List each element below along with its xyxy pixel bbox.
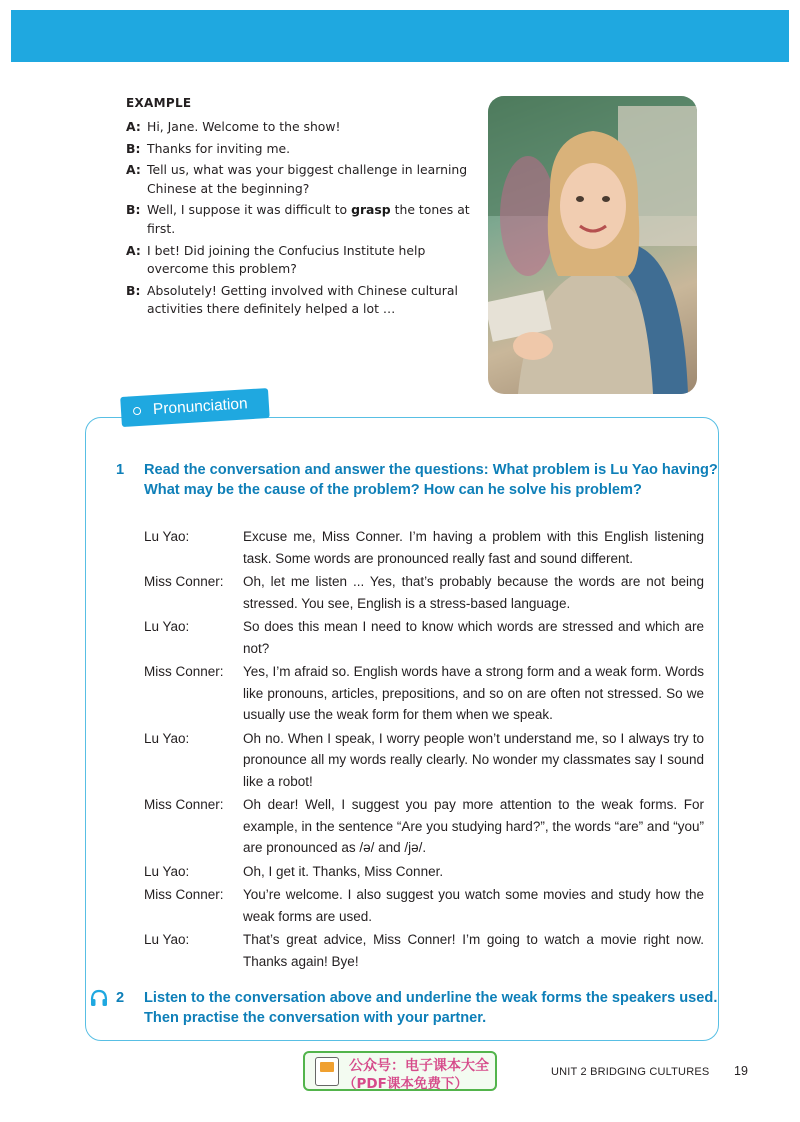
book-cover <box>320 1062 334 1072</box>
conversation-turn <box>144 884 704 927</box>
speech-text: Yes, I’m afraid so. English words have a strong form and a weak form. Words like pronouns, articles, prepositions, and so on are often not stressed. So we usually use the weak form for them when we speak. <box>243 664 704 722</box>
conversation-turn <box>144 861 704 883</box>
student-photo <box>488 96 697 394</box>
example-line <box>126 161 476 198</box>
speaker-name: Lu Yao: <box>144 619 190 634</box>
example-speaker: B: <box>126 282 141 298</box>
task-number: 2 <box>116 990 125 1006</box>
speaker-name: Lu Yao: <box>144 730 190 746</box>
example-dialogue <box>126 96 476 322</box>
task-2-instruction <box>116 989 726 1028</box>
example-line <box>126 242 476 279</box>
example-line <box>126 282 476 319</box>
speech-text: Oh dear! Well, I suggest you pay more attention to the weak forms. For example, in the sentence “Are you studying hard?”, the words “are” and “you” are pronounced as /ə/ and /jə/. <box>243 797 704 855</box>
speaker-name: Miss Conner: <box>144 664 224 679</box>
example-speaker: A: <box>126 242 141 258</box>
conversation-turn <box>144 526 704 569</box>
book-icon <box>315 1057 339 1086</box>
example-speaker: B: <box>126 140 141 156</box>
top-color-band <box>11 10 789 62</box>
watermark-badge <box>303 1051 497 1091</box>
speaker-name: Lu Yao: <box>144 932 190 947</box>
example-text <box>147 201 476 238</box>
example-text: Thanks for inviting me. <box>147 140 291 156</box>
example-speaker: A: <box>126 119 141 134</box>
badge-line-1: 公众号：电子课本大全 <box>349 1058 489 1074</box>
speech-text: Oh no. When I speak, I worry people won’t understand me, so I always try to pronounce all my words really clearly. No wonder my classmates say I sound like a robot! <box>243 730 704 789</box>
conversation-turn <box>144 571 704 614</box>
student-illustration <box>488 96 697 394</box>
example-speaker: A: <box>126 162 141 178</box>
conversation-turn <box>144 661 704 726</box>
conversation-turn <box>144 794 704 859</box>
speech-text: Oh, I get it. Thanks, Miss Conner. <box>243 863 444 879</box>
example-speaker: B: <box>126 202 141 218</box>
headphones-icon <box>89 988 109 1008</box>
speaker-name: Miss Conner: <box>144 574 224 589</box>
bullet-icon <box>133 407 141 415</box>
conversation-turn <box>144 728 704 793</box>
task-text: Read the conversation and answer the questions: What problem is Lu Yao having? What may be the cause of the problem? How can he solve his problem? <box>144 462 718 498</box>
conversation <box>144 526 704 974</box>
speech-text: Excuse me, Miss Conner. I’m having a problem with this English listening task. Some words are pronounced really fast and sound different. <box>243 529 704 566</box>
example-line <box>126 140 476 159</box>
keyword-grasp: grasp <box>351 202 391 218</box>
conversation-turn <box>144 929 704 972</box>
speech-text: Oh, let me listen ... Yes, that’s probably because the words are not being stressed. You see, English is a stress-based language. <box>243 574 704 611</box>
page-number: 19 <box>734 1064 748 1078</box>
section-label: Pronunciation <box>152 395 249 419</box>
speech-text: You’re welcome. I also suggest you watch some movies and study how the weak forms are used. <box>243 887 704 924</box>
speaker-name: Miss Conner: <box>144 797 224 812</box>
example-title: EXAMPLE <box>126 96 192 110</box>
example-text: Absolutely! Getting involved with Chinese cultural activities there definitely helped a lot … <box>147 282 458 317</box>
speaker-name: Lu Yao: <box>144 863 190 879</box>
example-text-pre: Well, I suppose it was difficult to <box>147 202 352 218</box>
footer-unit-title: UNIT 2 BRIDGING CULTURES <box>551 1066 710 1078</box>
task-text: Listen to the conversation above and underline the weak forms the speakers used. Then practise the conversation with your partner. <box>144 990 718 1026</box>
badge-line-2: （PDF课本免费下） <box>343 1076 468 1092</box>
example-text-post: the tones at first. <box>147 202 470 236</box>
task-1-instruction <box>116 461 726 500</box>
speech-text: So does this mean I need to know which words are stressed and which are not? <box>243 619 704 656</box>
example-line <box>126 201 476 238</box>
conversation-turn <box>144 616 704 659</box>
example-text: Tell us, what was your biggest challenge in learning Chinese at the beginning? <box>147 162 468 196</box>
speaker-name: Miss Conner: <box>144 887 224 902</box>
task-number: 1 <box>116 462 125 478</box>
example-text: Hi, Jane. Welcome to the show! <box>147 119 341 134</box>
speaker-name: Lu Yao: <box>144 529 190 544</box>
speech-text: That’s great advice, Miss Conner! I’m going to watch a movie right now. Thanks again! Bye! <box>243 932 704 969</box>
example-text: I bet! Did joining the Confucius Institute help overcome this problem? <box>147 242 426 277</box>
example-line <box>126 118 476 137</box>
